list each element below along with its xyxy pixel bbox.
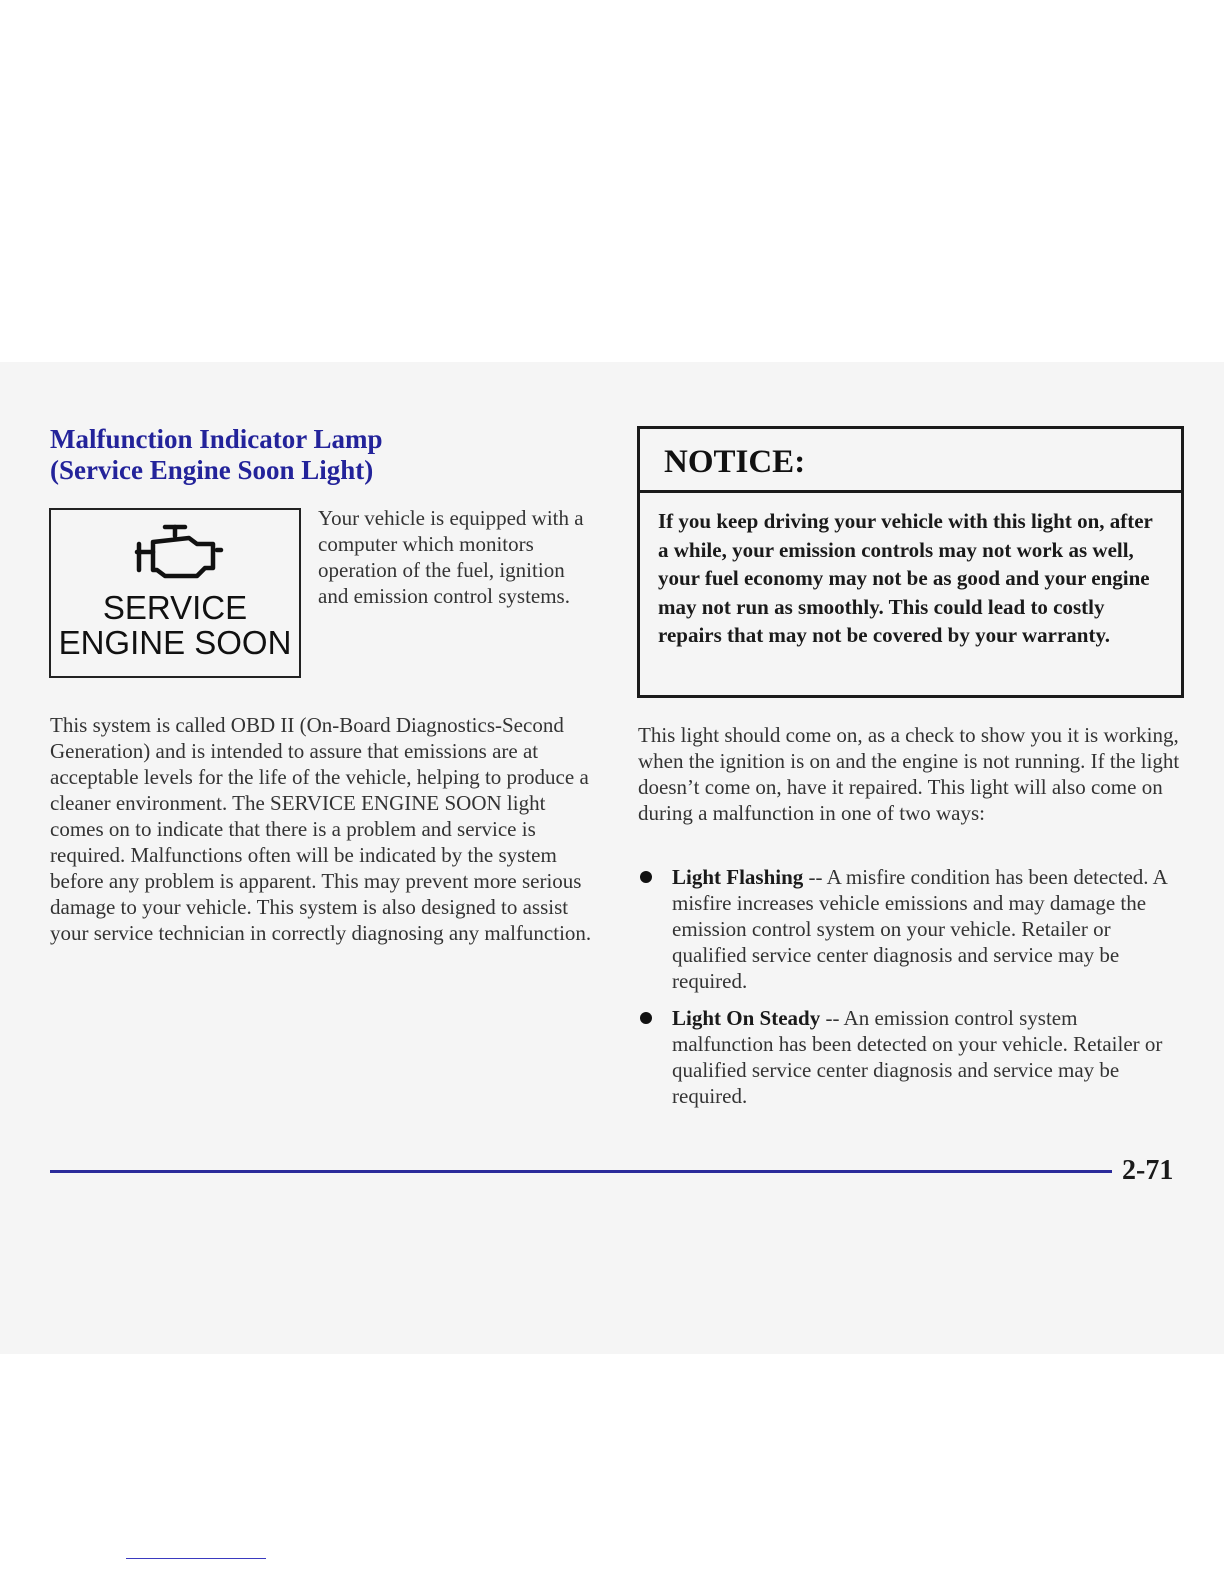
- sign-text-engine-soon: ENGINE SOON: [58, 624, 292, 661]
- list-item: [638, 864, 1183, 994]
- check-engine-icon: [127, 522, 227, 582]
- section-heading: [50, 424, 383, 486]
- notice-box: [637, 426, 1184, 698]
- bullet-text: -- A misfire condition has been detected. A misfire increases vehicle emissions and may damage the emission control system on your vehicle. Retailer or qualified service center diagnosis and service may be required.: [672, 865, 1167, 993]
- obd-description-paragraph: This system is called OBD II (On-Board Diagnostics-Second Generation) and is intended to assure that emissions are at acceptable levels for the life of the vehicle, helping to produce a cleaner environment. The SERVICE ENGINE SOON light comes on to indicate that there is a problem and service is required. Malfunctions often will be indicated by the system before any problem is apparent. This may prevent more serious damage to your vehicle. This system is also designed to assist your service technician in correctly diagnosing any malfunction.: [50, 713, 592, 945]
- sign-text-service: SERVICE: [102, 589, 248, 626]
- bullet-icon: [640, 1012, 652, 1024]
- list-item: [638, 1005, 1183, 1109]
- bottom-divider: [126, 1558, 266, 1559]
- notice-body: If you keep driving your vehicle with this light on, after a while, your emission controls may not work as well, your fuel economy may not be as good and your engine may not run as smoothly. This could lead to costly repairs that may not be covered by your warranty.: [658, 509, 1153, 648]
- bullet-icon: [640, 871, 652, 883]
- service-engine-soon-sign: [49, 508, 301, 678]
- bullet-term: Light On Steady: [672, 1006, 821, 1030]
- intro-paragraph: Your vehicle is equipped with a computer which monitors operation of the fuel, ignition and emission control systems.: [318, 506, 584, 608]
- bullet-text: -- An emission control system malfunction has been detected on your vehicle. Retailer or qualified service center diagnosis and service may be required.: [672, 1006, 1163, 1108]
- light-check-paragraph: This light should come on, as a check to show you it is working, when the ignition is on and the engine is not running. If the light doesn’t come on, have it repaired. This light will also come on during a malfunction in one of two ways:: [638, 723, 1180, 825]
- footer-divider: [50, 1170, 1112, 1173]
- notice-title: NOTICE:: [640, 429, 1181, 493]
- heading-line-2: (Service Engine Soon Light): [50, 455, 374, 485]
- heading-line-1: Malfunction Indicator Lamp: [50, 424, 383, 454]
- bullet-term: Light Flashing: [672, 865, 804, 889]
- malfunction-modes-list: [638, 864, 1183, 1120]
- page-number: 2-71: [1122, 1155, 1174, 1186]
